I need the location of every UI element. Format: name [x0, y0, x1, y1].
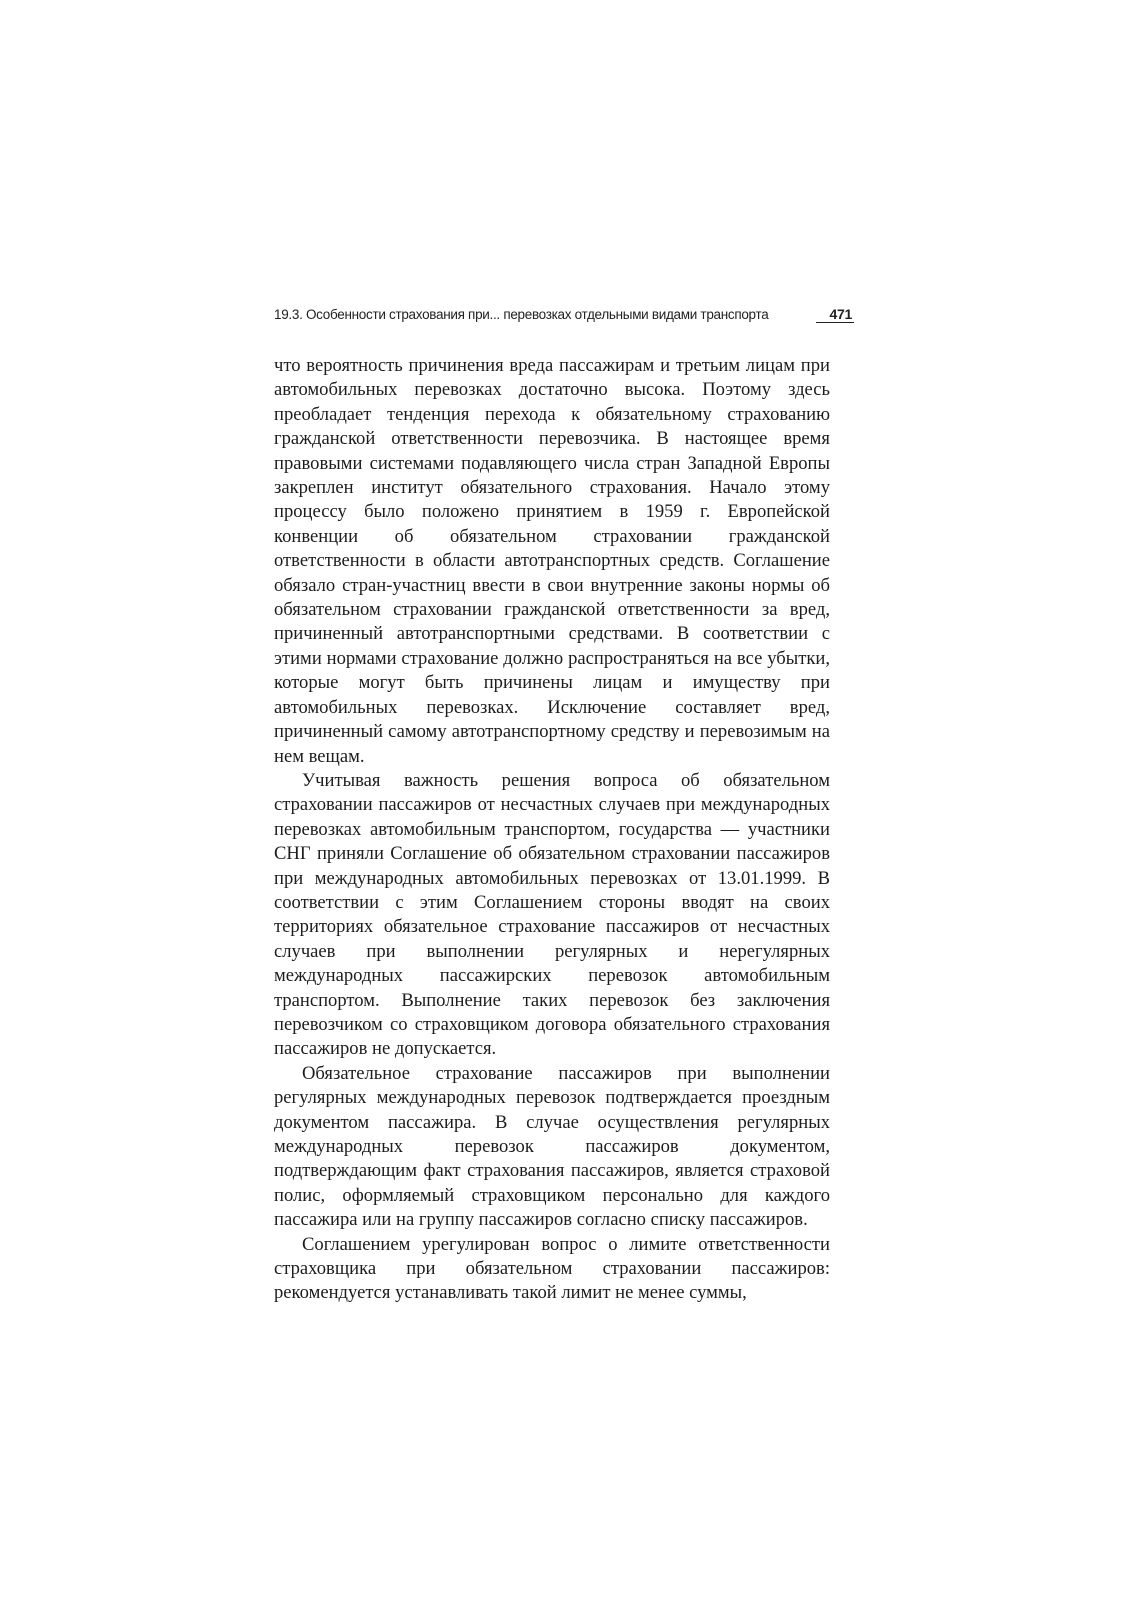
paragraph-continuation: что вероятность причинения вреда пассажирам и третьим лицам при автомобильных перевозках достаточно высока. Поэтому здесь преобладает тенденция перехода к обязательному страхованию гражданской ответственности перевозчика. В настоящее время правовыми системами подавляющего числа стран Западной Европы закреплен институт обязательного страхования. Начало этому процессу было положено принятием в 1959 г. Европейской конвенции об обязательном страховании гражданской ответственности в области автотранспортных средств. Соглашение обязало стран-участниц ввести в свои внутренние законы нормы об обязательном страховании гражданской ответственности за вред, причиненный автотранспортными средствами. В соответствии с этими нормами страхование должно распространяться на все убытки, которые могут быть причинены лицам и имуществу при автомобильных перевозках. Исключение составляет вред, причиненный самому автотранспортному средству и перевозимым на нем вещам.: [274, 355, 830, 767]
paragraph-regular-transport: Обязательное страхование пассажиров при выполнении регулярных международных перевозок подтверждается проездным документом пассажира. В случае осуществления регулярных международных перевозок пассажиров документом, подтверждающим факт страхования пассажиров, является страховой полис, оформляемый страховщиком персонально для каждого пассажира или на группу пассажиров согласно списку пассажиров.: [274, 1062, 830, 1231]
paragraph-sng-agreement: Учитывая важность решения вопроса об обязательном страховании пассажиров от несчастных случаев при международных перевозках автомобильным транспортом, государства — участники СНГ приняли Соглашение об обязательном страховании пассажиров при международных автомобильных перевозках от 13.01.1999. В соответствии с этим Соглашением стороны вводят на своих территориях обязательное страхование пассажиров от несчастных случаев при выполнении регулярных и нерегулярных международных пассажирских перевозок автомобильным транспортом. Выполнение таких перевозок без заключения перевозчиком со страховщиком договора обязательного страхования пассажиров не допускается.: [274, 769, 830, 1060]
running-header: [274, 306, 854, 330]
page-number: 471: [816, 306, 854, 323]
running-header-title: 19.3. Особенности страхования при... перевозках отдельными видами транспорта: [274, 307, 769, 322]
paragraph-liability-limit: Соглашением урегулирован вопрос о лимите ответственности страховщика при обязательном страховании пассажиров: рекомендуется устанавливать такой лимит не менее суммы,: [274, 1233, 830, 1304]
body-text: [274, 354, 830, 1306]
